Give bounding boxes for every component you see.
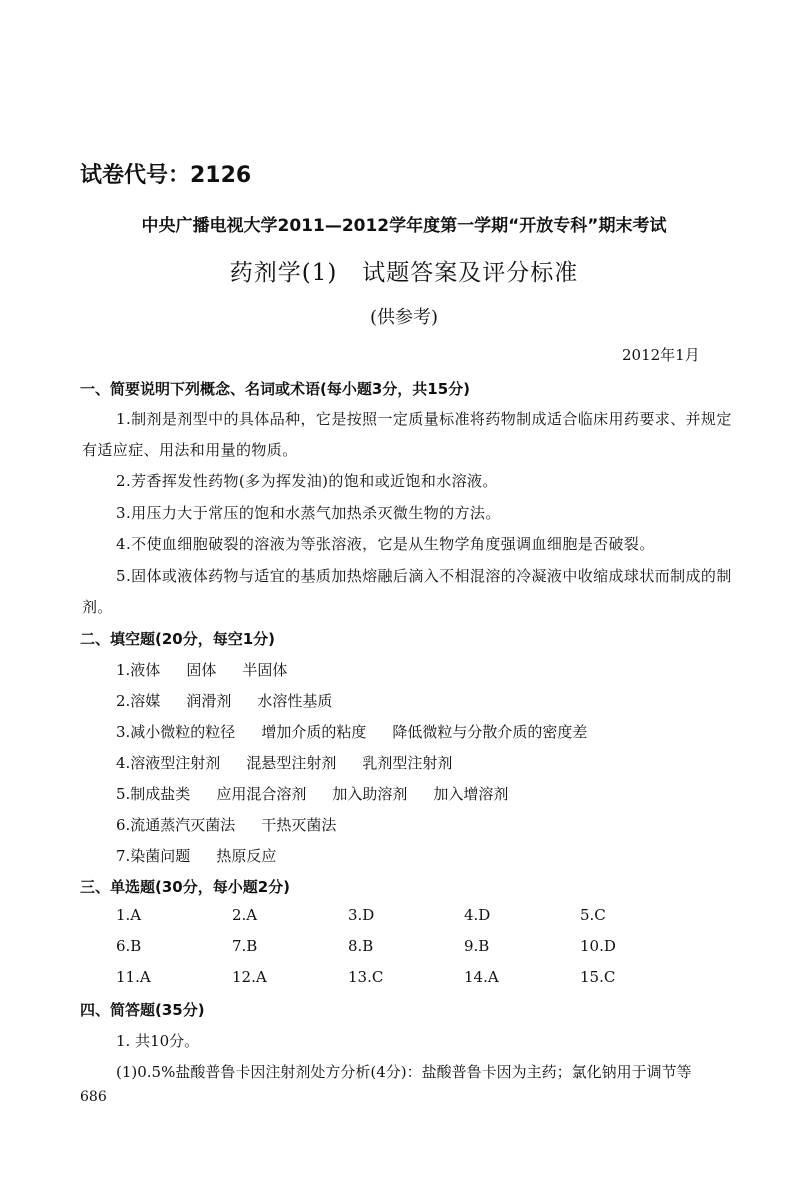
answer-text: 1.液体 [116, 661, 161, 679]
fill-answer-2 [116, 690, 358, 711]
reference-note: (供参考) [369, 307, 439, 328]
choice-answer: 15.C [580, 968, 616, 986]
choice-answer: 10.D [580, 937, 616, 955]
choice-answer: 14.A [464, 968, 499, 986]
section3-heading: 三、单选题(30分，每小题2分) [80, 878, 291, 896]
fill-answer-5 [116, 783, 534, 804]
section1-heading: 一、简要说明下列概念、名词或术语(每小题3分，共15分) [80, 380, 471, 398]
choice-answer: 5.C [580, 906, 606, 924]
section4-heading: 四、简答题(35分) [80, 1001, 205, 1019]
answer-text: 乳剂型注射剂 [362, 754, 453, 772]
choice-answer: 6.B [116, 937, 142, 955]
choice-answer: 9.B [464, 937, 490, 955]
fill-answer-1 [116, 659, 313, 680]
choice-row-2 [116, 937, 696, 955]
answer-text: 5.制成盐类 [116, 785, 191, 803]
answer-text: 加入增溶剂 [433, 785, 509, 803]
choice-answer: 2.A [232, 906, 258, 924]
choice-answer: 13.C [348, 968, 384, 986]
choice-answer: 11.A [116, 968, 151, 986]
answer-text: 3.减小微粒的粒径 [116, 723, 236, 741]
answer-text: 干热灭菌法 [261, 816, 337, 834]
answer-text: 降低微粒与分散介质的密度差 [392, 723, 588, 741]
section1-item-3: 3.用压力大于常压的饱和水蒸气加热杀灭微生物的方法。 [116, 504, 501, 522]
section2-heading: 二、填空题(20分，每空1分) [80, 630, 276, 648]
fill-answer-6 [116, 814, 362, 835]
short-answer-1-title: 1. 共10分。 [116, 1032, 200, 1050]
section1-item-2: 2.芳香挥发性药物(多为挥发油)的饱和或近饱和水溶液。 [116, 472, 498, 490]
answer-text: 水溶性基质 [257, 692, 333, 710]
choice-answer: 7.B [232, 937, 258, 955]
subject-title: 药剂学(1) 试题答案及评分标准 [229, 260, 579, 286]
exam-title: 中央广播电视大学2011—2012学年度第一学期“开放专科”期末考试 [141, 216, 667, 236]
answer-text: 半固体 [242, 661, 288, 679]
answer-text: 固体 [186, 661, 217, 679]
answer-text: 4.溶液型注射剂 [116, 754, 221, 772]
section1-item-1: 1.制剂是剂型中的具体品种，它是按照一定质量标准将药物制成适合临床用药要求、并规定有适应症、用法和用量的物质。 [82, 410, 732, 459]
fill-answer-3 [116, 721, 613, 742]
answer-text: 混悬型注射剂 [246, 754, 337, 772]
answer-text: 6.流通蒸汽灭菌法 [116, 816, 236, 834]
answer-text: 热原反应 [216, 847, 277, 865]
answer-text: 应用混合溶剂 [216, 785, 307, 803]
choice-answer: 1.A [116, 906, 142, 924]
section1-item-5: 5.固体或液体药物与适宜的基质加热熔融后滴入不相混溶的冷凝液中收缩成球状而制成的制剂。 [82, 567, 732, 616]
section1-item-4: 4.不使血细胞破裂的溶液为等张溶液，它是从生物学角度强调血细胞是否破裂。 [116, 535, 655, 553]
answer-text: 增加介质的粘度 [261, 723, 367, 741]
choice-answer: 3.D [348, 906, 375, 924]
fill-answer-7 [116, 845, 302, 866]
choice-answer: 12.A [232, 968, 267, 986]
answer-text: 2.溶媒 [116, 692, 161, 710]
exam-date: 2012年1月 [622, 346, 700, 364]
answer-text: 润滑剂 [186, 692, 232, 710]
fill-answer-4 [116, 752, 478, 773]
answer-text: 加入助溶剂 [332, 785, 408, 803]
page-number: 686 [80, 1089, 107, 1105]
paper-code: 试卷代号：2126 [80, 163, 252, 188]
choice-row-3 [116, 968, 696, 986]
choice-answer: 4.D [464, 906, 491, 924]
short-answer-1-text: (1)0.5%盐酸普鲁卡因注射剂处方分析(4分)：盐酸普鲁卡因为主药；氯化钠用于调节等 [116, 1063, 692, 1081]
choice-row-1 [116, 906, 696, 924]
answer-text: 7.染菌问题 [116, 847, 191, 865]
choice-answer: 8.B [348, 937, 374, 955]
